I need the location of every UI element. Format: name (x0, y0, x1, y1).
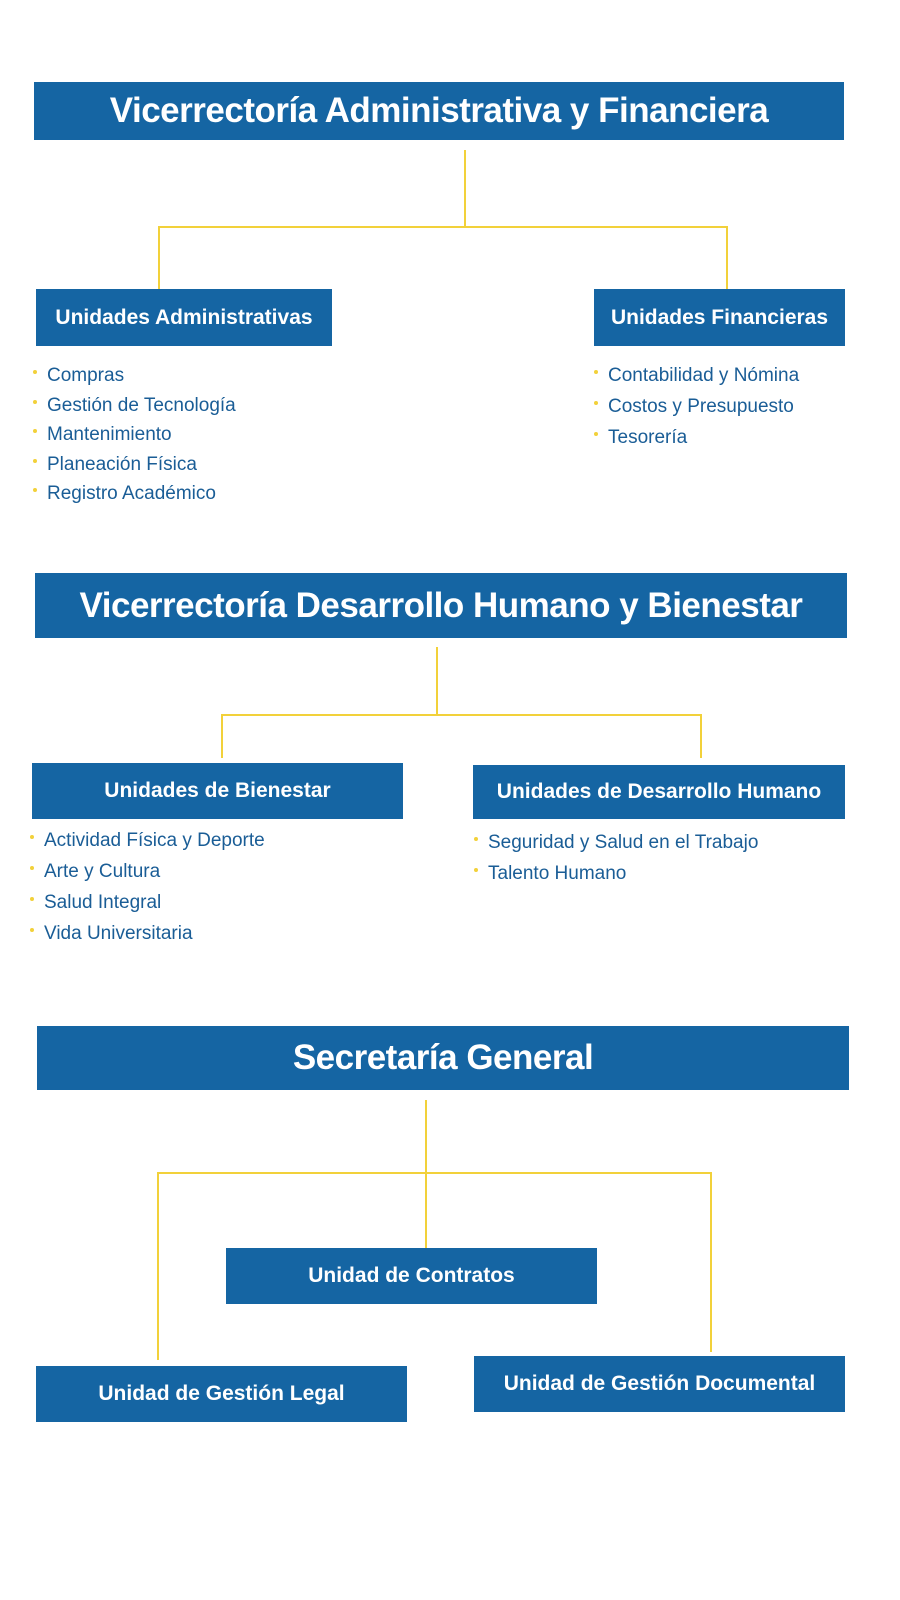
list-item: Talento Humano (474, 861, 758, 892)
connector-line (158, 226, 728, 228)
list-item: Seguridad y Salud en el Trabajo (474, 830, 758, 861)
connector-line (157, 1172, 712, 1174)
list-item: Compras (33, 363, 236, 393)
unidades-bienestar-box: Unidades de Bienestar (32, 763, 403, 819)
unidades-desarrollo-humano-list (474, 830, 758, 892)
vicerrectoria-desarrollo-humano-title: Vicerrectoría Desarrollo Humano y Bienestar (35, 573, 847, 638)
unidades-desarrollo-humano-box: Unidades de Desarrollo Humano (473, 765, 845, 819)
list-item: Registro Académico (33, 481, 236, 511)
unidades-administrativas-box: Unidades Administrativas (36, 289, 332, 346)
unidad-gestion-legal-box: Unidad de Gestión Legal (36, 1366, 407, 1422)
connector-line (425, 1100, 427, 1248)
unidad-contratos-box: Unidad de Contratos (226, 1248, 597, 1304)
connector-line (726, 226, 728, 289)
list-item: Gestión de Tecnología (33, 393, 236, 423)
unidades-bienestar-list (30, 828, 265, 952)
list-item: Vida Universitaria (30, 921, 265, 952)
list-item: Actividad Física y Deporte (30, 828, 265, 859)
list-item: Costos y Presupuesto (594, 394, 799, 425)
connector-line (221, 714, 223, 758)
connector-line (464, 150, 466, 227)
list-item: Arte y Cultura (30, 859, 265, 890)
unidades-financieras-list (594, 363, 799, 456)
list-item: Planeación Física (33, 452, 236, 482)
list-item: Tesorería (594, 425, 799, 456)
list-item: Salud Integral (30, 890, 265, 921)
vicerrectoria-administrativa-title: Vicerrectoría Administrativa y Financiera (34, 82, 844, 140)
connector-line (700, 714, 702, 758)
connector-line (221, 714, 702, 716)
connector-line (436, 647, 438, 715)
list-item: Contabilidad y Nómina (594, 363, 799, 394)
connector-line (158, 226, 160, 289)
list-item: Mantenimiento (33, 422, 236, 452)
connector-line (157, 1172, 159, 1360)
secretaria-general-title: Secretaría General (37, 1026, 849, 1090)
unidades-administrativas-list (33, 363, 236, 511)
unidades-financieras-box: Unidades Financieras (594, 289, 845, 346)
unidad-gestion-documental-box: Unidad de Gestión Documental (474, 1356, 845, 1412)
connector-line (710, 1172, 712, 1352)
